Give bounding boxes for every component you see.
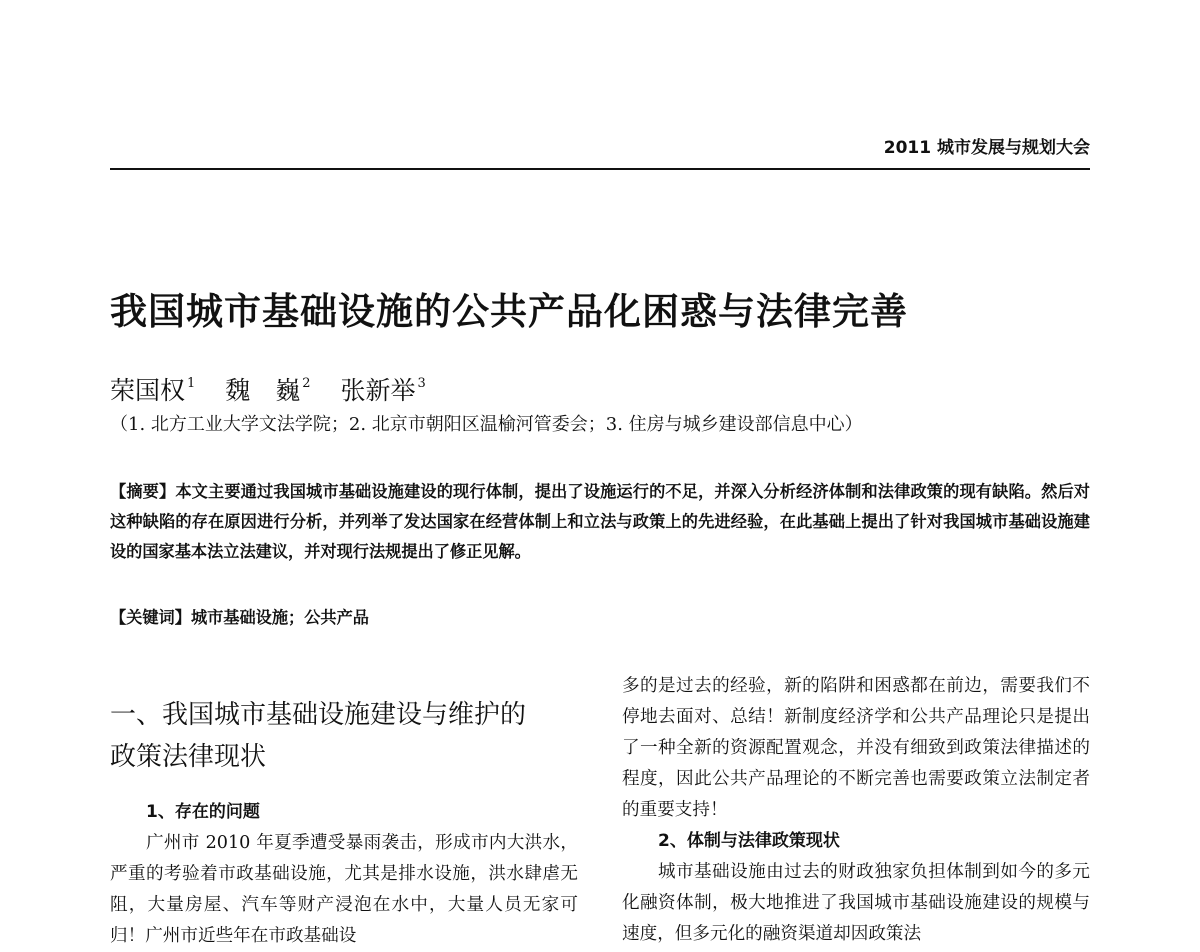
- keywords-label: 【关键词】: [110, 608, 191, 627]
- body-paragraph: 广州市 2010 年夏季遭受暴雨袭击，形成市内大洪水，严重的考验着市政基础设施，尤其是排水设施，洪水肆虐无阻，大量房屋、汽车等财产浸泡在水中，大量人员无家可归！广州市近些年在市政基础设: [110, 833, 578, 946]
- author-name: 张新举: [340, 376, 416, 405]
- keywords: [110, 603, 369, 633]
- subsection-heading: 1、存在的问题: [146, 802, 260, 822]
- running-head: 2011 城市发展与规划大会: [883, 138, 1090, 158]
- author-3: [341, 376, 426, 405]
- paper-title: 我国城市基础设施的公共产品化困惑与法律完善: [110, 289, 908, 333]
- keywords-text: 城市基础设施；公共产品: [190, 608, 369, 627]
- abstract: [110, 477, 1090, 567]
- right-column: [622, 671, 1090, 950]
- section-title-line: 政策法律现状: [110, 742, 267, 772]
- author-1: [110, 376, 195, 405]
- author-affil-mark: 1: [187, 376, 196, 391]
- section-title: [110, 694, 578, 778]
- author-list: [110, 366, 448, 409]
- section-title-line: 一、我国城市基础设施建设与维护的: [110, 700, 527, 730]
- body-paragraph: 城市基础设施由过去的财政独家负担体制到如今的多元化融资体制，极大地推进了我国城市基础设施建设的规模与速度，但多元化的融资渠道却因政策法: [622, 862, 1090, 944]
- abstract-label: 【摘要】: [110, 482, 176, 501]
- author-affil-mark: 3: [417, 376, 426, 391]
- subsection-heading: 2、体制与法律政策现状: [658, 831, 840, 851]
- affiliations: （1. 北方工业大学文法学院；2. 北京市朝阳区温榆河管委会；3. 住房与城乡建设部信息中心）: [110, 414, 863, 435]
- left-column: [110, 694, 578, 952]
- abstract-text: 本文主要通过我国城市基础设施建设的现行体制，提出了设施运行的不足，并深入分析经济体制和法律政策的现有缺陷。然后对这种缺陷的存在原因进行分析，并列举了发达国家在经营体制上和立法与政策上的先进经验，在此基础上提出了针对我国城市基础设施建设的国家基本法立法建议，并对现行法规提出了修正见解。: [110, 482, 1090, 561]
- header-rule: [110, 168, 1090, 170]
- body-paragraph: 多的是过去的经验，新的陷阱和困惑都在前边，需要我们不停地去面对、总结！新制度经济学和公共产品理论只是提出了一种全新的资源配置观念，并没有细致到政策法律描述的程度，因此公共产品理论的不断完善也需要政策立法制定者的重要支持！: [622, 676, 1090, 820]
- author-name: 荣国权: [110, 376, 186, 405]
- author-affil-mark: 2: [302, 376, 311, 391]
- author-name: 魏 巍: [225, 376, 301, 405]
- author-2: [225, 376, 310, 405]
